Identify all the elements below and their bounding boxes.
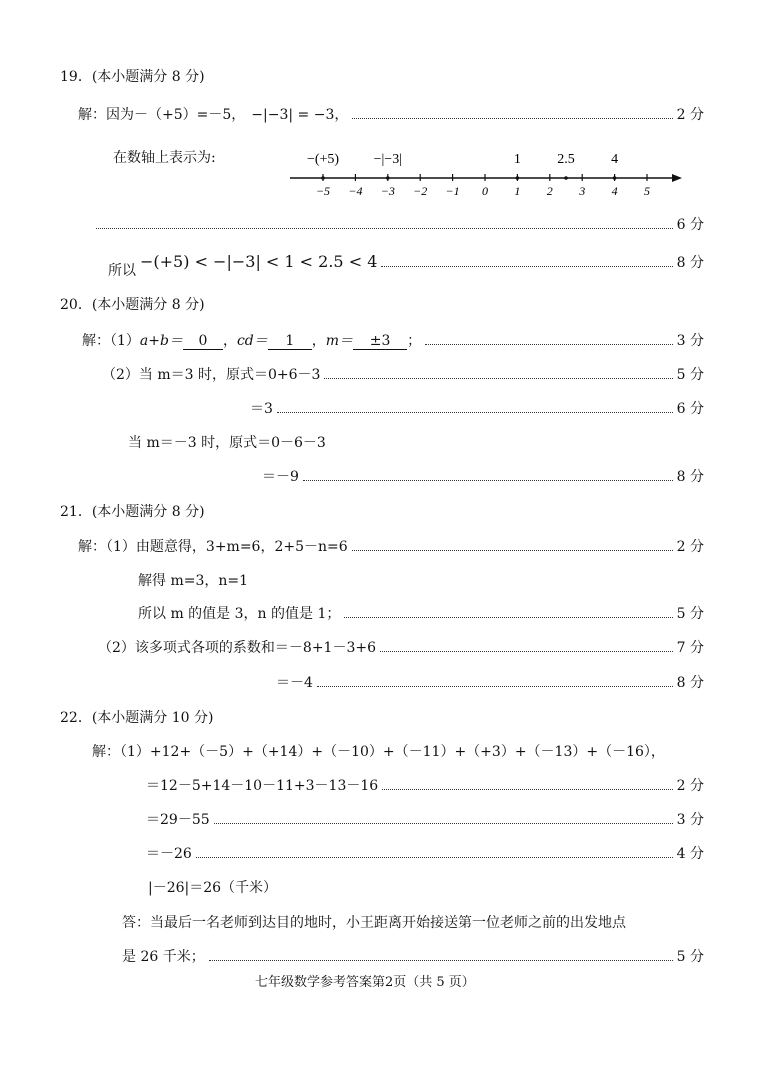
q19-line1 bbox=[78, 104, 704, 124]
axis-tick-label: 4 bbox=[611, 184, 618, 198]
q22-p2 bbox=[146, 775, 704, 795]
q22-p3 bbox=[146, 809, 704, 829]
axis-tick-label: −5 bbox=[315, 184, 331, 198]
q19-axis-intro: 在数轴上表示为: bbox=[113, 150, 216, 166]
q20-c-value: ±3 bbox=[353, 333, 407, 350]
q20-a-value: 0 bbox=[183, 333, 223, 350]
q20-p2-score: 5 分 bbox=[676, 367, 704, 383]
axis-tick-label: 3 bbox=[579, 184, 586, 198]
q21-p5-text: ＝－4 bbox=[276, 675, 313, 691]
q19-line3-math: −(+5) < −|−3| < 1 < 2.5 < 4 bbox=[140, 252, 378, 271]
q20-p3-score: 6 分 bbox=[676, 401, 704, 417]
q20-p3 bbox=[250, 398, 704, 418]
q20-p2 bbox=[102, 364, 704, 384]
axis-tick-label: −2 bbox=[413, 184, 428, 198]
axis-tick-label: −1 bbox=[445, 184, 460, 198]
axis-tick-label: 0 bbox=[482, 184, 488, 198]
q22-p7-text: 是 26 千米； bbox=[122, 949, 205, 965]
q21-p1-score: 2 分 bbox=[676, 539, 704, 555]
q20-b-label: cd＝ bbox=[236, 333, 268, 349]
q21-p4-text: （2）该多项式各项的系数和＝－8+1－3+6 bbox=[98, 640, 376, 656]
q21-p2: 解得 m=3，n=1 bbox=[138, 573, 249, 589]
leader-dots bbox=[324, 378, 672, 379]
q22-p3-score: 3 分 bbox=[676, 812, 704, 828]
leader-dots bbox=[382, 789, 672, 790]
q21-p3-text: 所以 m 的值是 3，n 的值是 1； bbox=[138, 606, 341, 622]
q22-p7-score: 5 分 bbox=[676, 949, 704, 965]
leader-dots bbox=[344, 617, 672, 618]
axis-point bbox=[613, 176, 617, 180]
q20-p2-text: （2）当 m＝3 时，原式＝0+6－3 bbox=[102, 367, 321, 383]
axis-point-label: 4 bbox=[611, 152, 619, 167]
q21-p3-score: 5 分 bbox=[676, 606, 704, 622]
q19-line1-score: 2 分 bbox=[676, 107, 704, 123]
q22-p1: 解：（1）+12+（－5）+（+14）+（－10）+（－11）+（+3）+（－13）+（－16）， bbox=[92, 744, 665, 760]
number-line-points bbox=[307, 152, 618, 180]
axis-tick-label: −3 bbox=[380, 184, 395, 198]
leader-dots bbox=[196, 857, 673, 858]
q22-p5: |－26|＝26（千米） bbox=[148, 880, 278, 896]
q20-b-value: 1 bbox=[268, 333, 312, 350]
q19-line3-prefix: 所以 bbox=[108, 263, 136, 279]
axis-point bbox=[386, 176, 390, 180]
page-footer: 七年级数学参考答案第2页（共 5 页） bbox=[255, 975, 475, 990]
q19-line2 bbox=[92, 214, 704, 234]
q20-a-label: a+b＝ bbox=[139, 333, 183, 349]
q20-p4: 当 m＝－3 时，原式＝0－6－3 bbox=[128, 435, 326, 451]
q20-p5-text: ＝－9 bbox=[262, 469, 299, 485]
q19-line1-math: −|−3| = −3， bbox=[251, 107, 349, 123]
leader-dots bbox=[214, 823, 673, 824]
leader-dots bbox=[381, 266, 672, 267]
q21-p1 bbox=[78, 536, 704, 556]
q22-p4 bbox=[146, 843, 704, 863]
leader-dots bbox=[303, 480, 673, 481]
axis-tick-label: 1 bbox=[514, 184, 521, 198]
q20-heading: 20．(本小题满分 8 分) bbox=[60, 297, 205, 313]
q21-p4-score: 7 分 bbox=[676, 640, 704, 656]
q19-heading: 19．(本小题满分 8 分) bbox=[60, 69, 205, 85]
leader-dots bbox=[352, 550, 673, 551]
q21-p3 bbox=[138, 603, 704, 623]
axis-tick-label: 2 bbox=[546, 184, 553, 198]
q19-line1-text: 解：因为－（+5）=－5， bbox=[78, 107, 246, 123]
q22-heading: 22．(本小题满分 10 分) bbox=[60, 710, 214, 726]
axis-point bbox=[516, 176, 520, 180]
q20-p1: 解：（1） a+b＝ 0 ， cd＝ 1 ， m＝ ±3 ； 3 分 bbox=[82, 330, 704, 350]
leader-dots bbox=[96, 228, 673, 229]
leader-dots bbox=[209, 960, 673, 961]
q21-heading: 21．(本小题满分 8 分) bbox=[60, 504, 205, 520]
leader-dots bbox=[380, 651, 673, 652]
axis-point-label: −|−3| bbox=[373, 152, 403, 167]
axis-point-label: 1 bbox=[513, 152, 521, 167]
q22-p2-text: ＝12－5+14－10－11+3－13－16 bbox=[146, 778, 379, 794]
axis-tick-label: −4 bbox=[348, 184, 363, 198]
q22-p2-score: 2 分 bbox=[676, 778, 704, 794]
q21-p5-score: 8 分 bbox=[676, 675, 704, 691]
axis-point bbox=[321, 176, 325, 180]
q20-p1-prefix: 解：（1） bbox=[82, 333, 140, 349]
q22-p4-score: 4 分 bbox=[676, 846, 704, 862]
q19-line3-score: 8 分 bbox=[676, 255, 704, 271]
leader-dots bbox=[277, 412, 673, 413]
q19-line2-score: 6 分 bbox=[676, 217, 704, 233]
axis-point bbox=[564, 176, 568, 180]
q22-p7 bbox=[122, 946, 704, 966]
q21-p1-text: 解：（1）由题意得，3+m=6，2+5－n=6 bbox=[78, 539, 348, 555]
q20-p5-score: 8 分 bbox=[676, 469, 704, 485]
leader-dots bbox=[352, 118, 672, 119]
leader-dots bbox=[425, 344, 673, 345]
q21-p5 bbox=[276, 672, 704, 692]
axis-point-label: 2.5 bbox=[557, 152, 575, 167]
q20-p1-score: 3 分 bbox=[676, 333, 704, 349]
leader-dots bbox=[317, 686, 673, 687]
q19-line3 bbox=[108, 252, 704, 279]
q21-p4 bbox=[98, 637, 704, 657]
q20-p3-text: ＝3 bbox=[250, 401, 273, 417]
axis-point-label: −(+5) bbox=[306, 152, 340, 167]
q20-p5 bbox=[262, 466, 704, 486]
number-line bbox=[286, 144, 686, 204]
q22-p3-text: ＝29－55 bbox=[146, 812, 210, 828]
q22-p4-text: ＝－26 bbox=[146, 846, 192, 862]
q22-p6: 答：当最后一名老师到达目的地时，小王距离开始接送第一位老师之前的出发地点 bbox=[122, 915, 626, 931]
q20-c-label: m＝ bbox=[325, 333, 354, 349]
axis-tick-label: 5 bbox=[644, 184, 650, 198]
number-line-arrow bbox=[672, 174, 682, 182]
